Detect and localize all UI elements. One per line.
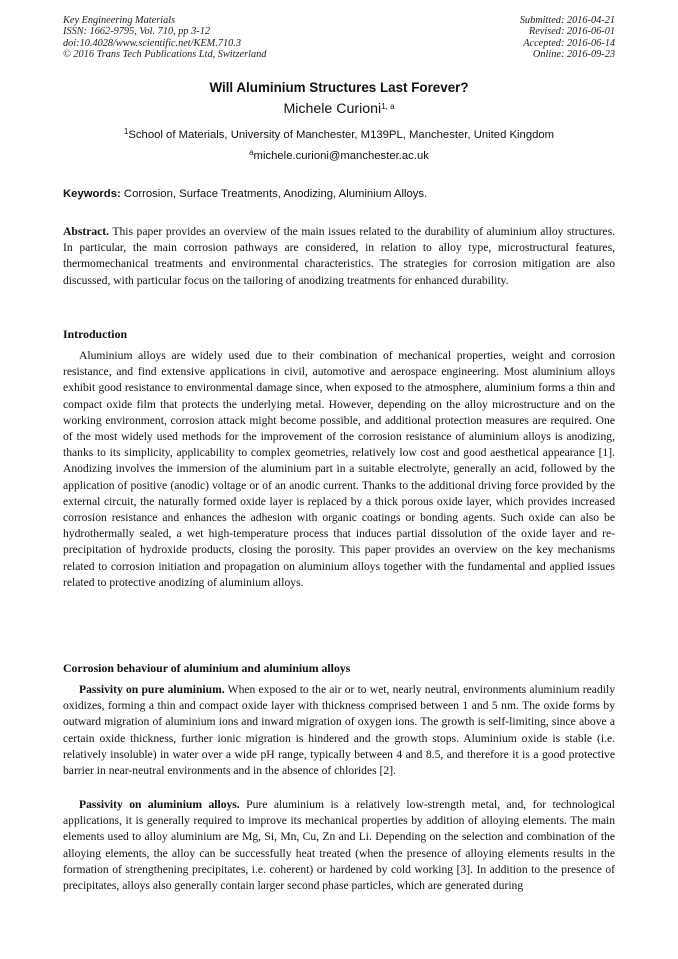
- abstract-label: Abstract.: [63, 225, 110, 238]
- affiliation: [0, 129, 678, 141]
- pure-aluminium-paragraph: [63, 682, 615, 779]
- introduction-heading: Introduction: [63, 327, 128, 341]
- author-superscript: 1, a: [381, 102, 395, 111]
- author-line: [0, 101, 678, 117]
- date-accepted: Accepted: 2016-06-14: [523, 37, 615, 49]
- abstract-text: This paper provides an overview of the main issues related to the durability of aluminium alloy structures. In particular, the main corrosion pathways are considered, in relation to alloy type, microstructural features, thermomechanical treatments and environmental characteristics. The strategies for corrosion mitigation are also discussed, with particular focus on the tailoring of anodizing treatments for enhanced durability.: [63, 225, 615, 287]
- corrosion-section-heading: Corrosion behaviour of aluminium and aluminium alloys: [63, 661, 351, 675]
- abstract: [63, 224, 615, 289]
- aluminium-alloys-paragraph: [63, 797, 615, 894]
- affiliation-superscript: 1: [123, 127, 129, 136]
- date-online: Online: 2016-09-23: [532, 49, 615, 61]
- email-superscript: a: [249, 148, 254, 157]
- journal-doi: doi:10.4028/www.scientific.net/KEM.710.3: [63, 37, 241, 49]
- aluminium-alloys-lead: Passivity on aluminium alloys.: [79, 798, 240, 811]
- keywords-label: Keywords:: [63, 188, 121, 200]
- affiliation-text: School of Materials, University of Manchester, M139PL, Manchester, United Kingdom: [128, 129, 555, 141]
- journal-copyright: © 2016 Trans Tech Publications Ltd, Switzerland: [63, 49, 267, 61]
- date-submitted: Submitted: 2016-04-21: [519, 15, 615, 26]
- aluminium-alloys-text: Pure aluminium is a relatively low-strength metal, and, for technological applications, it is generally required to improve its mechanical properties by addition of alloying elements. The main elements used to alloy aluminium are Mg, Si, Mn, Cu, Zn and Li. Depending on the selection and combination of the alloying elements, the alloy can be successfully heat treated (when the presence of alloying elements results in the formation of strengthening precipitates, i.e. coherent) or hardened by cold working [3]. In addition to the presence of precipitates, alloys also generally contain larger second phase particles, which are generated during: [63, 798, 616, 893]
- pure-aluminium-lead: Passivity on pure aluminium.: [79, 683, 225, 696]
- journal-info: [63, 15, 266, 61]
- keywords: [63, 188, 616, 200]
- email-line: [0, 150, 678, 162]
- journal-issn: ISSN: 1662-9795, Vol. 710, pp 3-12: [63, 26, 211, 38]
- publication-dates: [520, 15, 615, 61]
- author-email: michele.curioni@manchester.ac.uk: [253, 150, 429, 162]
- keywords-text: Corrosion, Surface Treatments, Anodizing, Aluminium Alloys.: [123, 188, 428, 200]
- author-name: Michele Curioni: [283, 101, 382, 117]
- pure-aluminium-text: When exposed to the air or to wet, nearly neutral, environments aluminium readily oxidizes, forming a thin and compact oxide layer with thickness comprised between 1 and 5 nm. The oxide forms by outward migration of aluminium ions and inward migration of oxygen ions. The growth is self-limiting, since above a certain oxide thickness, further ionic migration is hindered and the growth stops. Aluminium oxide is stable (i.e. relatively insoluble) in water over a wide pH range, typically between 4 and 8.5, and therefore it is a good protective barrier in near-neutral environments and in the absence of chlorides [2].: [63, 683, 615, 778]
- journal-name: Key Engineering Materials: [63, 15, 176, 26]
- introduction-paragraph: Aluminium alloys are widely used due to their combination of mechanical properties, weight and corrosion resistance, and find extensive applications in civil, automotive and aerospace engineering. Most aluminium alloys exhibit good resistance to environmental damage since, when exposed to the atmosphere, aluminium forms a thin and compact oxide film that protects the underlying metal. However, depending on the alloy microstructure and on the working environment, corrosion attack might become possible, and additional protection measures are required. One of the most widely used methods for the improvement of the corrosion resistance of aluminium alloys is anodizing, thanks to its simplicity, applicability to complex geometries, relatively low cost and good aesthetical appearance [1]. Anodizing involves the immersion of the aluminium part in a suitable electrolyte, generally an acid, followed by the application of positive (anodic) voltage or of an anodic current. Thanks to the additional driving force provided by the external circuit, the naturally formed oxide layer is replaced by a thick porous oxide layer, which provides increased corrosion resistance and enhances the adhesion with organic coatings or bonding agents. Such oxide can also be hydrothermally sealed, a wet high-temperature process that induces partial dissolution of the oxide layer and re-precipitation of hydroxide products, closing the porosity. This paper provides an overview on the key mechanisms related to corrosion initiation and propagation on aluminium alloys together with the fundamental and applied issues related to protective anodizing of aluminium alloys.: [63, 349, 615, 589]
- paper-title: Will Aluminium Structures Last Forever?: [209, 80, 469, 95]
- date-revised: Revised: 2016-06-01: [528, 26, 615, 38]
